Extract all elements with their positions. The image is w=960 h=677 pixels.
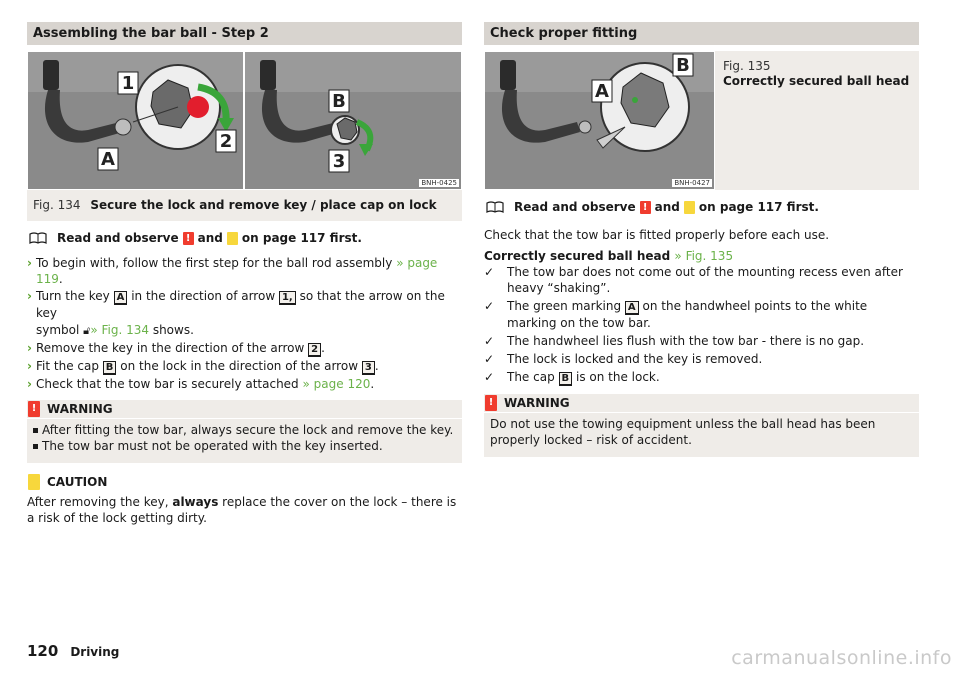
- figure-135-title: Correctly secured ball head: [723, 74, 910, 88]
- check-item: ✓ The lock is locked and the key is removed.: [484, 352, 763, 366]
- lock-icon: 🔓︎: [83, 324, 91, 337]
- figure-135-number: Fig. 135: [723, 59, 771, 73]
- page-link[interactable]: » page 119: [36, 256, 438, 286]
- book-icon: [486, 201, 504, 213]
- step-item: › Turn the key A in the direction of arrow 1, so that the arrow on the key: [27, 289, 445, 320]
- warning-icon: !: [485, 395, 497, 411]
- arrow-icon: ›: [27, 289, 32, 303]
- arrow-icon: ›: [27, 377, 32, 391]
- fig134-label-b: B: [332, 91, 346, 112]
- fig134-label-1: 1: [121, 73, 135, 94]
- check-icon: ✓: [484, 334, 495, 348]
- figure-134-caption: [27, 190, 462, 221]
- figure-134-code: BNH-0425: [421, 179, 457, 187]
- warning-icon: !: [28, 401, 40, 417]
- check-item: ✓ The cap B is on the lock.: [484, 370, 660, 384]
- step-item: › Fit the cap B on the lock in the direction of the arrow 3 .: [27, 359, 379, 373]
- warning-icon: !: [640, 201, 651, 214]
- label-key-b: B: [559, 372, 573, 386]
- figure-134: [27, 51, 462, 221]
- read-observe-post: on page 117 first.: [241, 231, 362, 245]
- check-list: [484, 264, 919, 386]
- section-heading-assembling: Assembling the bar ball - Step 2: [27, 22, 462, 45]
- figure-135-caption: [715, 51, 917, 190]
- warning-icon: !: [183, 232, 194, 245]
- figure-link[interactable]: » Fig. 135: [674, 249, 734, 263]
- label-key-3: 3: [362, 361, 375, 375]
- step-item-continued: symbol 🔓︎» Fig. 134 shows.: [36, 323, 194, 337]
- label-key-a: A: [625, 301, 639, 315]
- section-heading-check-fitting: Check proper fitting: [484, 22, 919, 45]
- caution-icon: !: [684, 201, 695, 214]
- arrow-icon: ›: [27, 359, 32, 373]
- figure-135-photo: [484, 51, 715, 190]
- figure-134-photo-2: [244, 51, 462, 190]
- page-footer: [27, 643, 119, 660]
- arrow-icon: ›: [27, 256, 32, 270]
- figure-134-title: Secure the lock and remove key / place cap on lock: [90, 198, 437, 212]
- fig134-label-2: 2: [219, 131, 233, 152]
- warning-box-left: [27, 400, 462, 463]
- figure-link[interactable]: » Fig. 134: [90, 323, 149, 337]
- check-item: ✓ The tow bar does not come out of the mounting recess even after heavy “shaking”.: [484, 265, 903, 295]
- figure-134-number: Fig. 134: [33, 198, 81, 212]
- label-key-1: 1,: [279, 291, 296, 305]
- bullet-icon: [33, 428, 38, 433]
- arrow-icon: ›: [27, 341, 32, 355]
- read-observe-pre: Read and observe: [57, 231, 179, 245]
- page-link[interactable]: » page 120: [302, 377, 371, 391]
- step-item: › Remove the key in the direction of the arrow 2 .: [27, 341, 325, 355]
- warning-item: After fitting the tow bar, always secure the lock and remove the key.: [33, 422, 456, 438]
- right-column: [484, 22, 919, 457]
- page-number: 120: [27, 642, 59, 660]
- label-key-b: B: [103, 361, 117, 375]
- chapter-title: Driving: [70, 645, 120, 659]
- warning-box-right: [484, 394, 919, 457]
- figure-135-code: BNH-0427: [674, 179, 710, 187]
- caution-icon: !: [28, 474, 40, 490]
- warning-body: [27, 419, 462, 463]
- warning-heading: ! WARNING: [27, 400, 462, 419]
- caution-box: [27, 473, 462, 526]
- figure-134-photo-1: [27, 51, 244, 190]
- bullet-icon: [33, 444, 38, 449]
- step-item: › To begin with, follow the first step for the ball rod assembly » page 119.: [27, 256, 438, 286]
- caution-icon: !: [227, 232, 238, 245]
- check-icon: ✓: [484, 352, 495, 366]
- check-icon: ✓: [484, 265, 495, 279]
- check-intro: Check that the tow bar is fitted properly before each use.: [484, 228, 830, 242]
- fig135-label-b: B: [676, 55, 690, 76]
- caution-body: After removing the key, always replace the cover on the lock – there is a risk of the lock getting dirty.: [27, 495, 457, 525]
- warning-body: Do not use the towing equipment unless the ball head has been properly locked – risk of accident.: [490, 417, 876, 447]
- read-and-observe-left: [27, 230, 462, 246]
- check-item: ✓ The handwheel lies flush with the tow bar - there is no gap.: [484, 334, 865, 348]
- correct-ball-head-subhead: Correctly secured ball head » Fig. 135: [484, 249, 734, 263]
- warning-heading: ! WARNING: [484, 394, 919, 413]
- read-and-observe-right: Read and observe ! and ! on page 117 first.: [484, 199, 919, 215]
- warning-item: The tow bar must not be operated with the key inserted.: [33, 438, 456, 454]
- check-icon: ✓: [484, 299, 495, 313]
- figure-135: [484, 51, 919, 190]
- fig134-label-a: A: [101, 149, 115, 170]
- fig135-label-a: A: [595, 81, 609, 102]
- watermark: carmanualsonline.info: [731, 647, 952, 669]
- label-key-2: 2: [308, 343, 321, 357]
- left-column: [27, 22, 462, 526]
- label-key-a: A: [114, 291, 128, 305]
- fig134-label-3: 3: [332, 151, 346, 172]
- step-item: › Check that the tow bar is securely attached » page 120.: [27, 377, 375, 391]
- caution-heading: ! CAUTION: [27, 473, 462, 491]
- assembly-steps: [27, 255, 462, 392]
- book-icon: [29, 232, 47, 244]
- read-observe-and: and: [197, 231, 223, 245]
- check-icon: ✓: [484, 370, 495, 384]
- check-item: ✓ The green marking A on the handwheel points to the white marking on the tow bar.: [484, 299, 868, 330]
